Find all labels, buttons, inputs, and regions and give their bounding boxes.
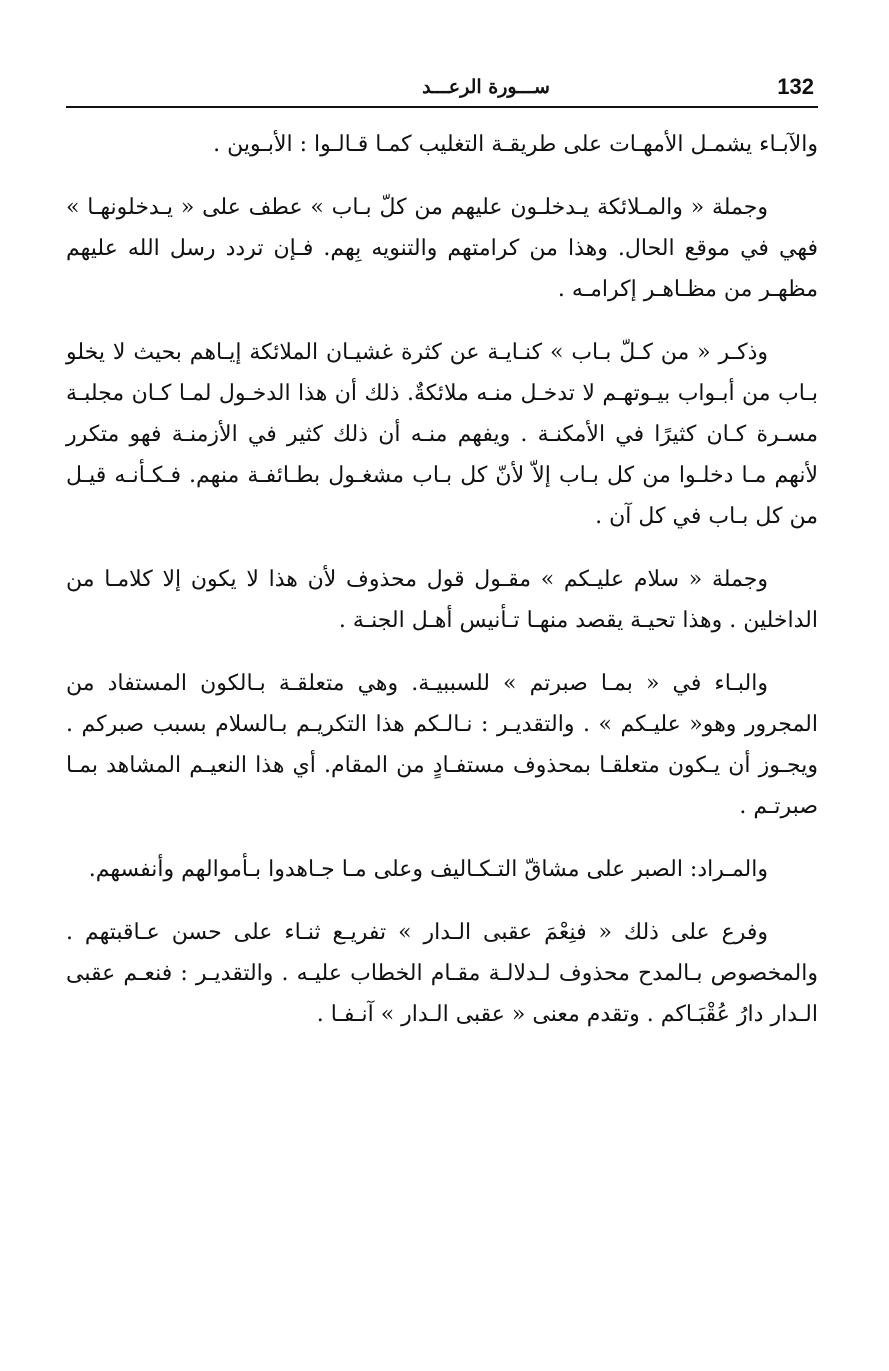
page-body <box>66 124 818 1057</box>
paragraph: والمـراد: الصبر على مشاقّ التـكـاليف وعلى مـا جـاهدوا بـأموالهم وأنفسهم. <box>88 857 768 882</box>
paragraph: وجملة « سلام عليـكم » مقـول قول محذوف لأن هذا لا يكون إلا كلامـا من الداخلين . وهذا تحيـة يقصد منهـا تـأنيس أهـل الجنـة . <box>66 567 818 633</box>
page-number: 132 <box>777 74 814 99</box>
paragraph: وذكـر « من كـلّ بـاب » كنـايـة عن كثرة غشيـان الملائكة إيـاهم بحيث لا يخلو بـاب من أبـواب بيـوتهـم لا تدخـل منـه ملائكةٌ. ذلك أن هذا الدخـول لمـا كـان مجلبـة مسـرة كـان كثيرًا في الأمكنـة . ويفهم منـه أن ذلك كثير في الأزمنـة فهو متكرر لأنهم مـا دخلـوا من كل بـاب إلاّ لأنّ كل بـاب مشغـول بطـائفـة منهم. فـكـأنـه قيـل من كل بـاب في كل آن . <box>66 340 818 529</box>
header-rule <box>66 106 818 108</box>
paragraph: وجملة « والمـلائكة يـدخلـون عليهم من كلّ بـاب » عطف على « يـدخلونهـا » فهي في موقع الحال. وهذا من كرامتهم والتنويه بِهم. فـإن تردد رسل الله عليهم مظهـر من مظـاهـر إكرامـه . <box>66 195 818 302</box>
paragraph: والبـاء في « بمـا صبرتم » للسببيـة. وهي متعلقـة بـالكون المستفاد من المجرور وهو« عليـكم » . والتقديـر : نـالـكم هذا التكريـم بـالسلام بسبب صبركم . ويجـوز أن يـكون متعلقـا بمحذوف مستفـادٍ من المقام. أي هذا النعيـم المشاهد بمـا صبرتـم . <box>66 671 818 819</box>
paragraph: والآبـاء يشمـل الأمهـات على طريقـة التغليب كمـا قـالـوا : الأبـوين . <box>213 132 818 157</box>
paragraph: وفرع على ذلك « فنِعْمَ عقبى الـدار » تفريـع ثنـاء على حسن عـاقبتهم . والمخصوص بـالمدح محذوف لـدلالـة مقـام الخطاب عليـه . والتقديـر : فنعـم عقبى الـدار دارُ عُقْبَـاكم . وتقدم معنى « عقبى الـدار » آنـفـا . <box>66 920 818 1027</box>
page-header <box>66 68 818 108</box>
surah-title: ســـورة الرعـــد <box>422 76 550 98</box>
